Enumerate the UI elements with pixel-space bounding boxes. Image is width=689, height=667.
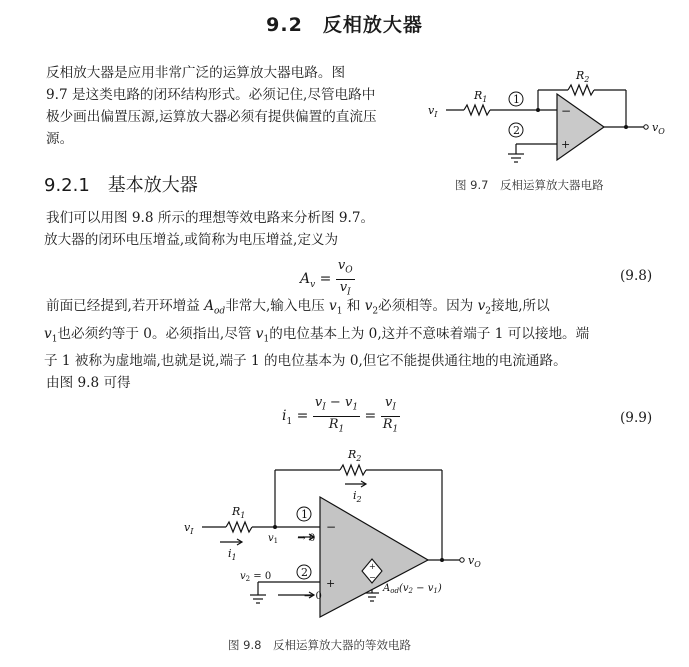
section-title: 9.2 反相放大器: [266, 14, 423, 36]
subsection-title: 9.2.1 基本放大器: [44, 175, 198, 196]
para2-line-1: 前面已经提到,若开环增益 $A_{od}$非常大,输入电压 $v_1$ 和 $v_2$必须相等。因为 $v_2$接地,所以: [46, 298, 550, 317]
fig98-r2-label: $R_2$: [348, 448, 362, 463]
fig97-r2-label: $R_2$: [576, 69, 590, 84]
fig97-node2-label: 2: [513, 124, 520, 137]
para2-line-4: 由图 9.8 可得: [46, 375, 131, 392]
intro-line-1: 反相放大器是应用非常广泛的运算放大器电路。图: [46, 65, 346, 81]
figure-9-8-circuit: [180, 445, 510, 625]
paragraph-1: [44, 207, 664, 251]
fig98-src-minus: −: [369, 573, 376, 582]
equation-9-9-number: (9.9): [620, 410, 653, 426]
equation-9-8: $A_v$ = $\frac{v_O}{v_I}$: [300, 258, 353, 298]
fig98-gain-label: $A_{od}(v_2 - v_1)$: [383, 583, 442, 595]
figure-9-8-caption: 图 9.8 反相运算放大器的等效电路: [228, 638, 411, 652]
fig98-i1-label: $i_1$: [228, 547, 237, 562]
intro-line-3: 极少画出偏置压源,运算放大器必须有提供偏置的直流压: [46, 109, 377, 125]
figure-9-7-caption: 图 9.7 反相运算放大器电路: [455, 178, 604, 192]
para2-line-3: 子 1 被称为虚地端,也就是说,端子 1 的电位基本为 0,但它不能提供通往地的电流通路。: [44, 353, 567, 370]
equation-9-9: $i_1$ = $\frac{v_I - v_1}{R_1}$ = $\frac{v_I}{R_1}$: [282, 395, 399, 435]
fig97-node1-label: 1: [513, 93, 520, 106]
fig97-vout-label: $v_O$: [652, 121, 665, 136]
fig98-node1-label: 1: [301, 508, 308, 521]
fig98-vout-label: $v_O$: [468, 554, 481, 569]
fig98-v2-label: $v_2 = 0$: [240, 571, 272, 583]
equation-9-8-number: (9.8): [620, 268, 653, 284]
para2-line-2: $v_1$也必须约等于 0。必须指出,尽管 $v_1$的电位基本上为 0,这并不意味着端子 1 可以接地。端: [44, 325, 590, 345]
fig97-vin-label: $v_I$: [428, 104, 438, 119]
fig98-minus-sign: −: [326, 520, 337, 534]
fig98-v2-value: → 0: [304, 591, 322, 602]
fig98-i2-label: $i_2$: [353, 489, 362, 504]
intro-line-4: 源。: [46, 131, 74, 147]
para1-line-2: 放大器的闭环电压增益,或简称为电压增益,定义为: [44, 232, 339, 248]
fig98-src-plus: +: [369, 562, 376, 571]
fig98-node2-label: 2: [301, 566, 308, 579]
intro-line-2: 9.7 是这类电路的闭环结构形式。必须记住,尽管电路中: [46, 87, 376, 103]
paragraph-2: [44, 295, 674, 394]
para1-line-1: 我们可以用图 9.8 所示的理想等效电路来分析图 9.7。: [46, 210, 375, 226]
fig98-r1-label: $R_1$: [232, 505, 246, 520]
fig97-minus-sign: −: [561, 104, 572, 118]
fig98-v1-label: $v_1 \to 0$: [268, 533, 316, 545]
fig97-r1-label: $R_1$: [474, 89, 488, 104]
fig97-plus-sign: +: [561, 138, 571, 151]
intro-paragraph: [46, 62, 426, 150]
figure-9-7-circuit: [420, 58, 680, 168]
fig98-vin-label: $v_I$: [184, 521, 194, 536]
fig98-plus-sign: +: [326, 577, 336, 590]
